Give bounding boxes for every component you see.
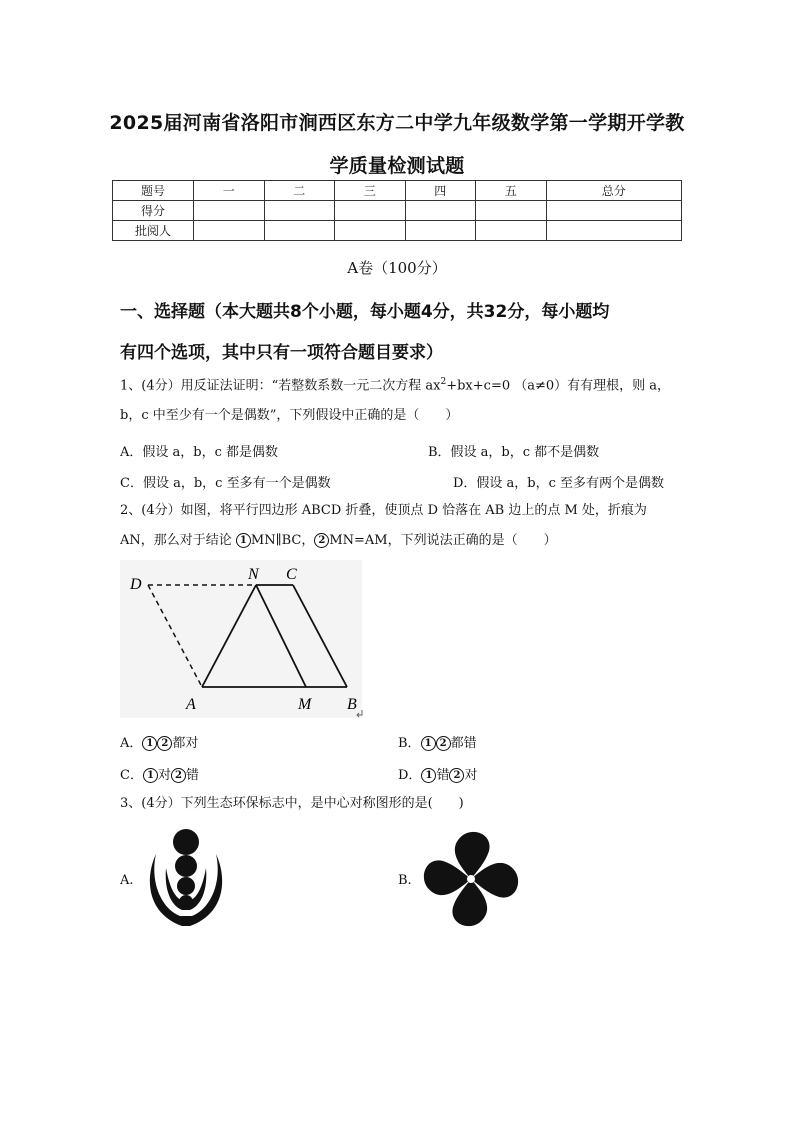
- q2-option-d[interactable]: [398, 764, 477, 783]
- q2-option-b-suffix: 都错: [450, 736, 477, 751]
- circled-one-icon: 1: [143, 768, 158, 783]
- circled-two-icon: 2: [171, 768, 186, 783]
- row-label: 批阅人: [113, 221, 194, 241]
- label-m: M: [298, 696, 312, 713]
- circled-two-icon: 2: [314, 533, 329, 548]
- header-cell: 题号: [113, 181, 194, 201]
- q2-option-b[interactable]: [398, 732, 477, 751]
- score-row: [113, 201, 682, 221]
- score-cell[interactable]: [476, 201, 547, 221]
- title-line-1: 2025届河南省洛阳市涧西区东方二中学九年级数学第一学期开学教: [109, 112, 685, 134]
- q2-conclusion-2: MN=AM，下列说法正确的是（ ）: [329, 533, 557, 548]
- label-n: N: [248, 566, 259, 583]
- q2-option-b-prefix: B．: [398, 736, 421, 751]
- q2-stem-line-2: [120, 533, 690, 548]
- reviewer-cell[interactable]: [476, 221, 547, 241]
- q2-option-a-suffix: 都对: [172, 736, 199, 751]
- q3-option-a-label[interactable]: A.: [120, 873, 134, 888]
- header-cell: 总分: [546, 181, 682, 201]
- circled-two-icon: 2: [436, 736, 451, 751]
- section-heading-line-1: 一、选择题（本大题共8个小题，每小题4分，共32分，每小题均: [120, 302, 610, 322]
- title-line-2: 学质量检测试题: [329, 155, 465, 177]
- circled-one-icon: 1: [421, 768, 436, 783]
- q2-stem-line-1: 2、(4分）如图，将平行四边形 ABCD 折叠，使顶点 D 恰落在 AB 边上的点 M 处，折痕为: [120, 503, 647, 518]
- score-cell[interactable]: [546, 201, 682, 221]
- header-cell: 四: [405, 181, 476, 201]
- q1-superscript: 2: [440, 377, 447, 387]
- reviewer-cell[interactable]: [405, 221, 476, 241]
- circled-two-icon: 2: [449, 768, 464, 783]
- figure-background: [120, 560, 362, 718]
- q1-text-b: +bx+c=0 （a≠0）有有理根，则 a，: [446, 378, 671, 394]
- label-c: C: [286, 566, 297, 583]
- eco-symbol-a-icon[interactable]: [142, 828, 234, 930]
- volume-label: A卷（100分）: [347, 259, 447, 277]
- circled-one-icon: 1: [421, 736, 436, 751]
- reviewer-cell[interactable]: [546, 221, 682, 241]
- q1-text-a: 1、(4分）用反证法证明：“若整数系数一元二次方程 ax: [120, 378, 441, 394]
- score-table: [112, 180, 682, 241]
- header-cell: 一: [194, 181, 265, 201]
- q1-option-b[interactable]: B．假设 a，b，c 都不是偶数: [428, 445, 600, 460]
- score-cell[interactable]: [405, 201, 476, 221]
- header-cell: 二: [264, 181, 335, 201]
- label-a: A: [186, 696, 196, 713]
- eco-symbol-b-icon[interactable]: [420, 828, 522, 930]
- circled-one-icon: 1: [142, 736, 157, 751]
- reviewer-cell[interactable]: [194, 221, 265, 241]
- q2-option-d-mid: 错: [436, 768, 450, 783]
- q2-option-c-prefix: C．: [120, 768, 143, 783]
- q1-option-c[interactable]: C．假设 a，b，c 至多有一个是偶数: [120, 476, 331, 491]
- header-cell: 三: [335, 181, 406, 201]
- score-cell[interactable]: [194, 201, 265, 221]
- q2-option-d-prefix: D．: [398, 768, 422, 783]
- q1-option-d[interactable]: D．假设 a，b，c 至多有两个是偶数: [453, 476, 665, 491]
- q3-stem: 3、(4分）下列生态环保标志中，是中心对称图形的是( ): [120, 796, 464, 811]
- row-label: 得分: [113, 201, 194, 221]
- label-b: B: [347, 696, 357, 713]
- q3-option-b-label[interactable]: B.: [398, 873, 412, 888]
- circled-two-icon: 2: [157, 736, 172, 751]
- reviewer-cell[interactable]: [335, 221, 406, 241]
- q2-option-a-prefix: A．: [120, 736, 143, 751]
- q1-option-a[interactable]: A．假设 a，b，c 都是偶数: [120, 445, 279, 460]
- reviewer-cell[interactable]: [264, 221, 335, 241]
- q2-text-a: AN，那么对于结论: [120, 533, 236, 548]
- score-table-header-row: [113, 181, 682, 201]
- q1-stem-line-2: b，c 中至少有一个是偶数”，下列假设中正确的是（ ）: [120, 408, 459, 423]
- reviewer-row: [113, 221, 682, 241]
- score-cell[interactable]: [335, 201, 406, 221]
- q2-option-c-mid: 对: [157, 768, 171, 783]
- q2-option-c[interactable]: [120, 764, 199, 783]
- q1-stem-line-1: [120, 378, 690, 392]
- q2-option-a[interactable]: [120, 732, 198, 751]
- label-d: D: [130, 576, 142, 593]
- score-cell[interactable]: [264, 201, 335, 221]
- circled-one-icon: 1: [236, 533, 251, 548]
- section-heading-line-2: 有四个选项，其中只有一项符合题目要求）: [120, 343, 443, 363]
- parallelogram-figure: [118, 558, 368, 723]
- q2-option-d-suffix: 对: [464, 768, 478, 783]
- q2-option-c-suffix: 错: [185, 768, 199, 783]
- q2-conclusion-1: MN∥BC，: [250, 533, 315, 548]
- header-cell: 五: [476, 181, 547, 201]
